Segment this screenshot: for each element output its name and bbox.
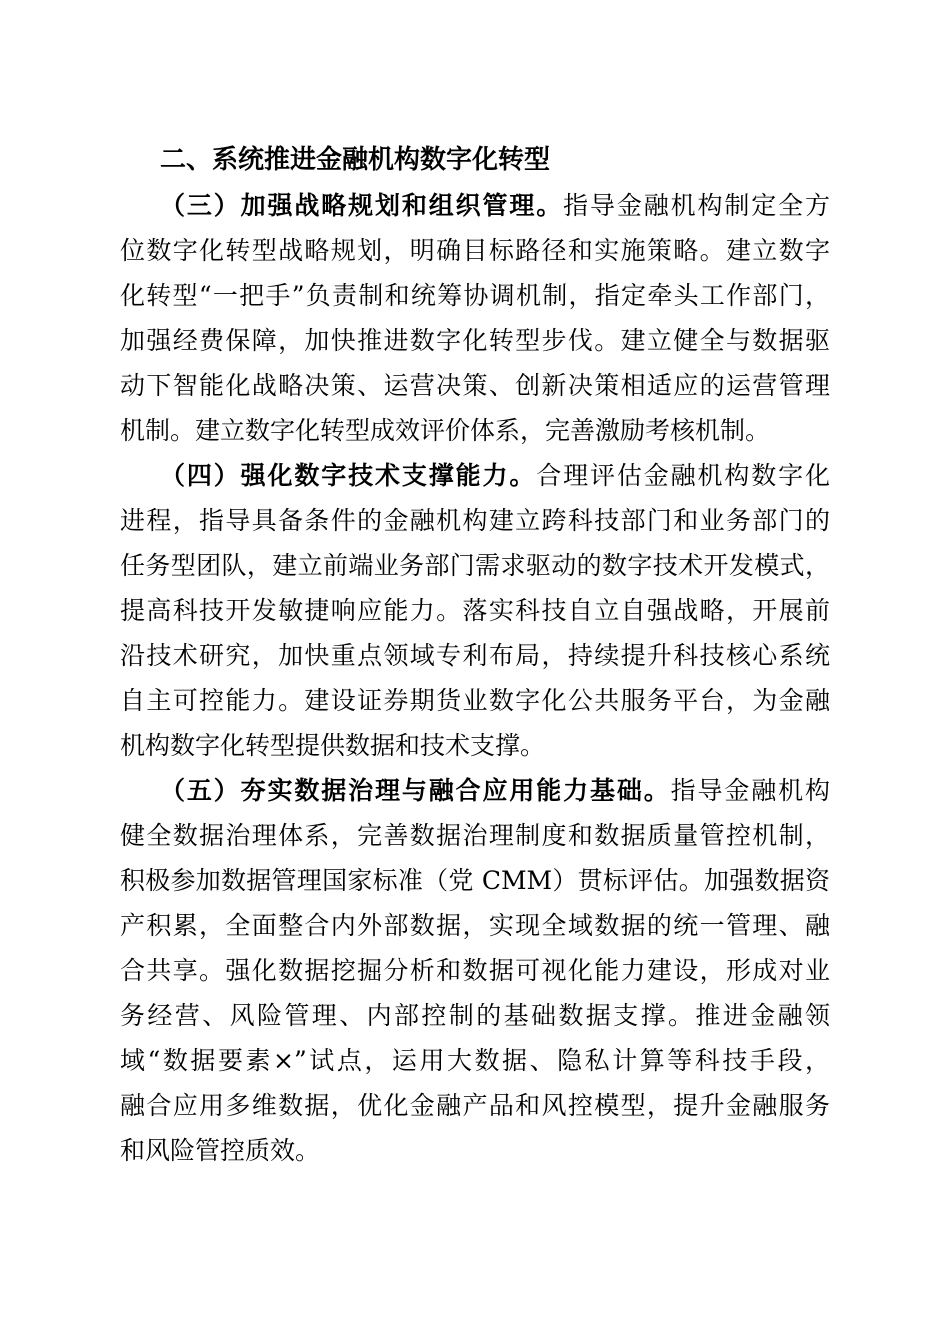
text-line: 进程，指导具备条件的金融机构建立跨科技部门和业务部门的 [120,506,830,535]
text-line: 化转型“一把手”负责制和统筹协调机制，指定牵头工作部门， [120,281,830,310]
text-line: 提高科技开发敏捷响应能力。落实科技自立自强战略，开展前 [120,596,830,625]
text-line: 动下智能化战略决策、运营决策、创新决策相适应的运营管理 [120,371,830,400]
text-line: 位数字化转型战略规划，明确目标路径和实施策略。建立数字 [120,236,830,265]
text-line: 务经营、风险管理、内部控制的基础数据支撑。推进金融领 [120,1001,830,1030]
text-line: 域“数据要素×”试点，运用大数据、隐私计算等科技手段， [120,1046,830,1075]
paragraph-lead: （三）加强战略规划和组织管理。 [160,191,564,220]
text-line [120,768,830,813]
paragraph-strategy-planning [120,183,830,453]
text-run: 合理评估金融机构数字化 [536,461,830,490]
text-line: 合共享。强化数据挖掘分析和数据可视化能力建设，形成对业 [120,956,830,985]
text-line: 机构数字化转型提供数据和技术支撑。 [120,731,546,760]
text-line [120,453,830,498]
text-line: 和风险管控质效。 [120,1136,321,1165]
text-run: 指导金融机构 [670,776,830,805]
paragraph-tech-support [120,453,830,768]
text-line: 产积累，全面整合内外部数据，实现全域数据的统一管理、融 [120,911,830,940]
text-run: 指导金融机构制定全方 [563,191,830,220]
paragraph-lead: （四）强化数字技术支撑能力。 [160,461,537,490]
text-line: 加强经费保障，加快推进数字化转型步伐。建立健全与数据驱 [120,326,830,355]
section-heading: 二、系统推进金融机构数字化转型 [160,145,551,175]
text-line: 自主可控能力。建设证券期货业数字化公共服务平台，为金融 [120,686,830,715]
document-page [120,138,830,1173]
text-line: 沿技术研究，加快重点领域专利布局，持续提升科技核心系统 [120,641,830,670]
text-line: 融合应用多维数据，优化金融产品和风控模型，提升金融服务 [120,1091,830,1120]
text-line: 健全数据治理体系，完善数据治理制度和数据质量管控机制， [120,821,830,850]
paragraph-data-governance [120,768,830,1173]
text-line: 机制。建立数字化转型成效评价体系，完善激励考核机制。 [120,416,771,445]
text-line: 任务型团队，建立前端业务部门需求驱动的数字技术开发模式， [120,551,830,580]
paragraph-lead: （五）夯实数据治理与融合应用能力基础。 [160,776,671,805]
text-line [120,183,830,228]
text-line: 积极参加数据管理国家标准（党 CMM）贯标评估。加强数据资 [120,866,830,895]
